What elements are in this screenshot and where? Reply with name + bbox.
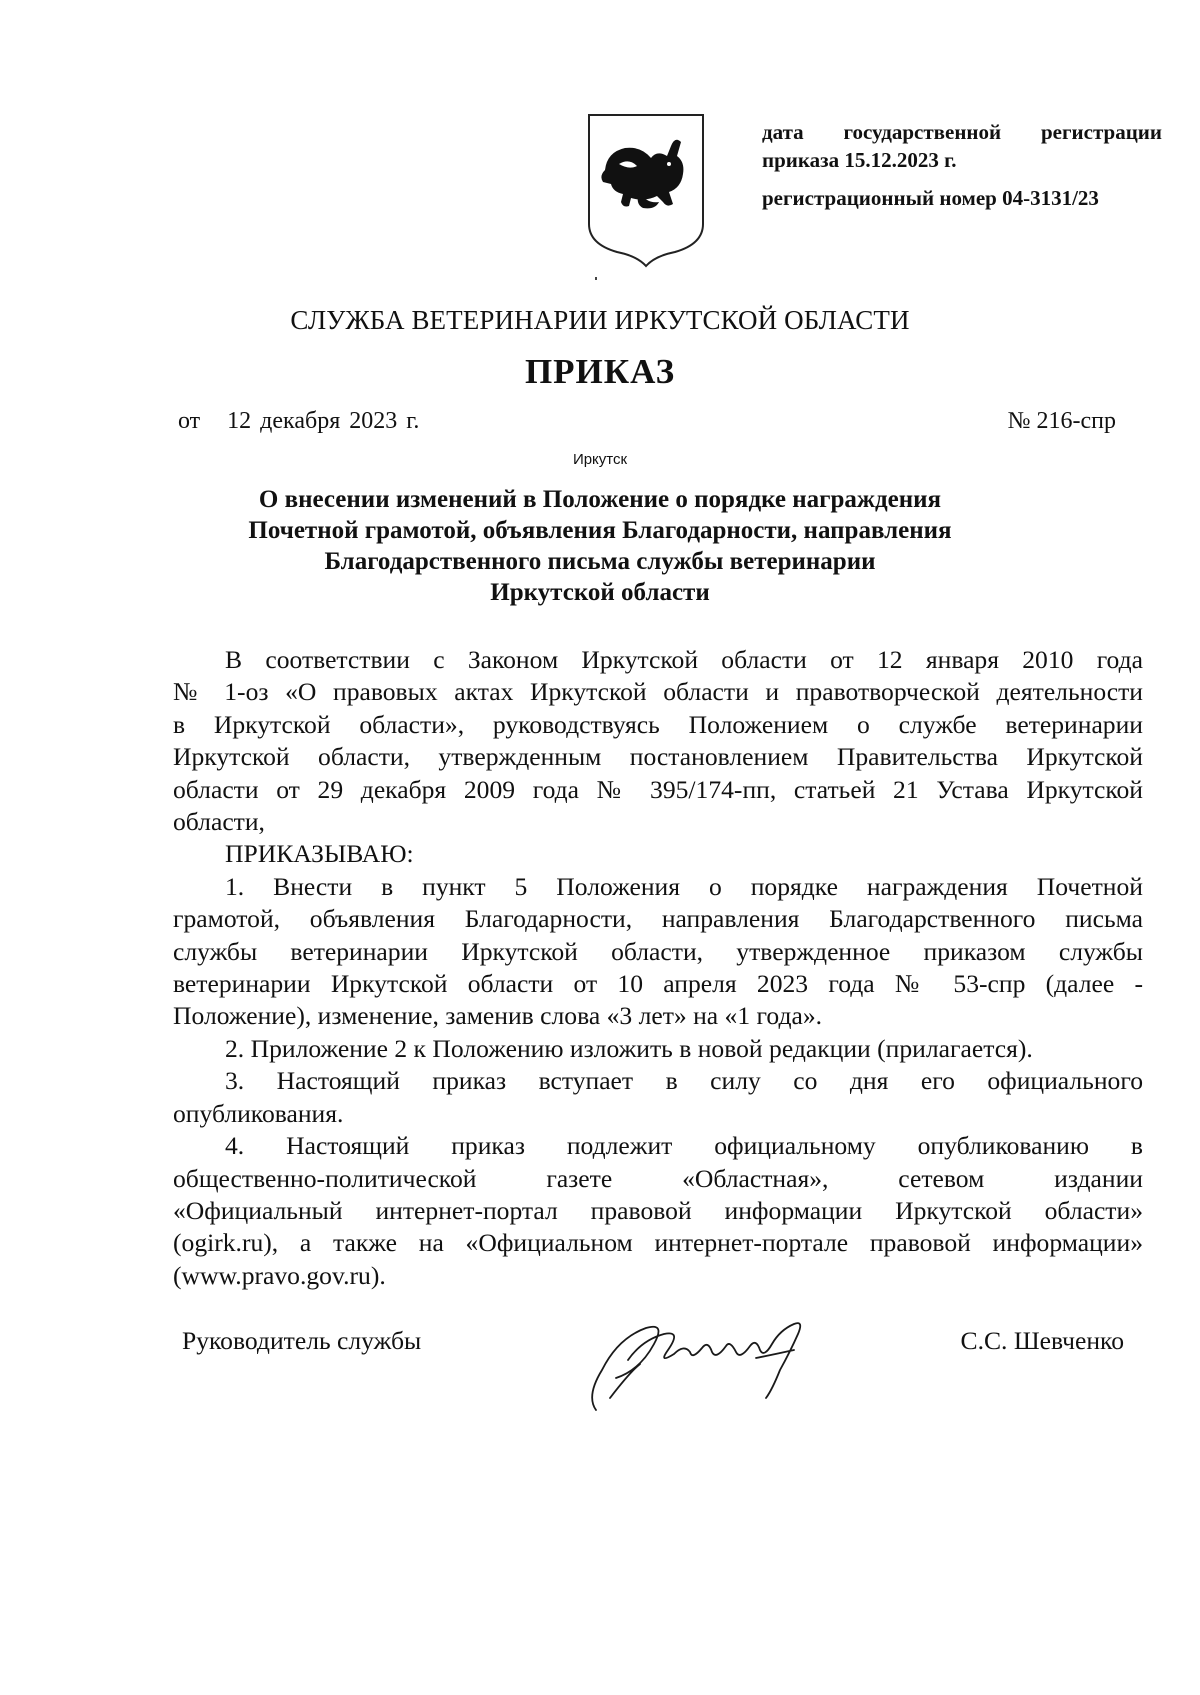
body-line: 2. Приложение 2 к Положению изложить в новой редакции (прилагается). [225,1033,1033,1063]
body-line: службы ветеринарии Иркутской области, утвержденное приказом службы [173,936,1143,966]
body-line: Иркутской области, утвержденным постановлением Правительства Иркутской [173,742,1143,772]
body-line: общественно-политической газете «Областная», сетевом издании [173,1163,1143,1193]
body-line: опубликования. [173,1098,344,1128]
registration-word: государственной [843,120,1002,144]
scan-speck [595,277,597,280]
handwritten-signature [580,1300,830,1420]
title-line: Почетной грамотой, объявления Благодарности, направления [248,517,952,544]
registration-word: регистрации [1040,120,1162,144]
registration-word: дата [762,120,804,144]
body-line: 4. Настоящий приказ подлежит официальному опубликованию в [225,1131,1143,1161]
registration-date: приказа 15.12.2023 г. [762,148,957,172]
title-line: О внесении изменений в Положение о порядке награждения [258,486,942,513]
city: Иркутск [572,451,628,468]
order-number: № 216-спр [1007,408,1116,434]
body-line: (www.pravo.gov.ru). [173,1260,386,1290]
document-body [173,644,1143,1292]
order-directive: ПРИКАЗЫВАЮ: [225,839,414,869]
signatory-role: Руководитель службы [182,1326,422,1355]
registration-date-label [762,118,1162,146]
document-title [150,484,1050,608]
date-value: 12 декабря 2023 г. [227,408,420,434]
body-line: в Иркутской области», руководствуясь Положением о службе ветеринарии [173,709,1143,739]
document-type: ПРИКАЗ [524,352,676,391]
registration-block [762,118,1162,212]
body-line: ветеринарии Иркутской области от 10 апреля 2023 года № 53-спр (далее - [173,969,1143,999]
body-line: Положение), изменение, заменив слова «3 лет» на «1 года». [173,1001,823,1031]
body-line: (ogirk.ru), а также на «Официальном интернет-портале правовой информации» [173,1228,1143,1258]
body-line: грамотой, объявления Благодарности, направления Благодарственного письма [173,904,1143,934]
body-line: «Официальный интернет-портал правовой информации Иркутской области» [173,1195,1143,1225]
order-date [178,408,419,435]
date-prefix: от [178,408,201,434]
body-line: № 1-оз «О правовых актах Иркутской области и правотворческой деятельности [173,677,1143,707]
title-line: Иркутской области [490,579,710,606]
registration-number: регистрационный номер 04-3131/23 [762,186,1099,210]
body-line: области, [173,807,265,837]
body-line: В соответствии с Законом Иркутской области от 12 января 2010 года [225,645,1143,674]
irkutsk-coat-of-arms-icon [585,112,707,268]
signatory-name: С.С. Шевченко [960,1326,1124,1355]
body-line: области от 29 декабря 2009 года № 395/174-пп, статьей 21 Устава Иркутской [173,774,1143,804]
title-line: Благодарственного письма службы ветеринарии [324,548,876,575]
body-line: 1. Внести в пункт 5 Положения о порядке награждения Почетной [225,871,1143,901]
agency-name: СЛУЖБА ВЕТЕРИНАРИИ ИРКУТСКОЙ ОБЛАСТИ [290,305,910,335]
body-line: 3. Настоящий приказ вступает в силу со дня его официального [225,1066,1143,1096]
